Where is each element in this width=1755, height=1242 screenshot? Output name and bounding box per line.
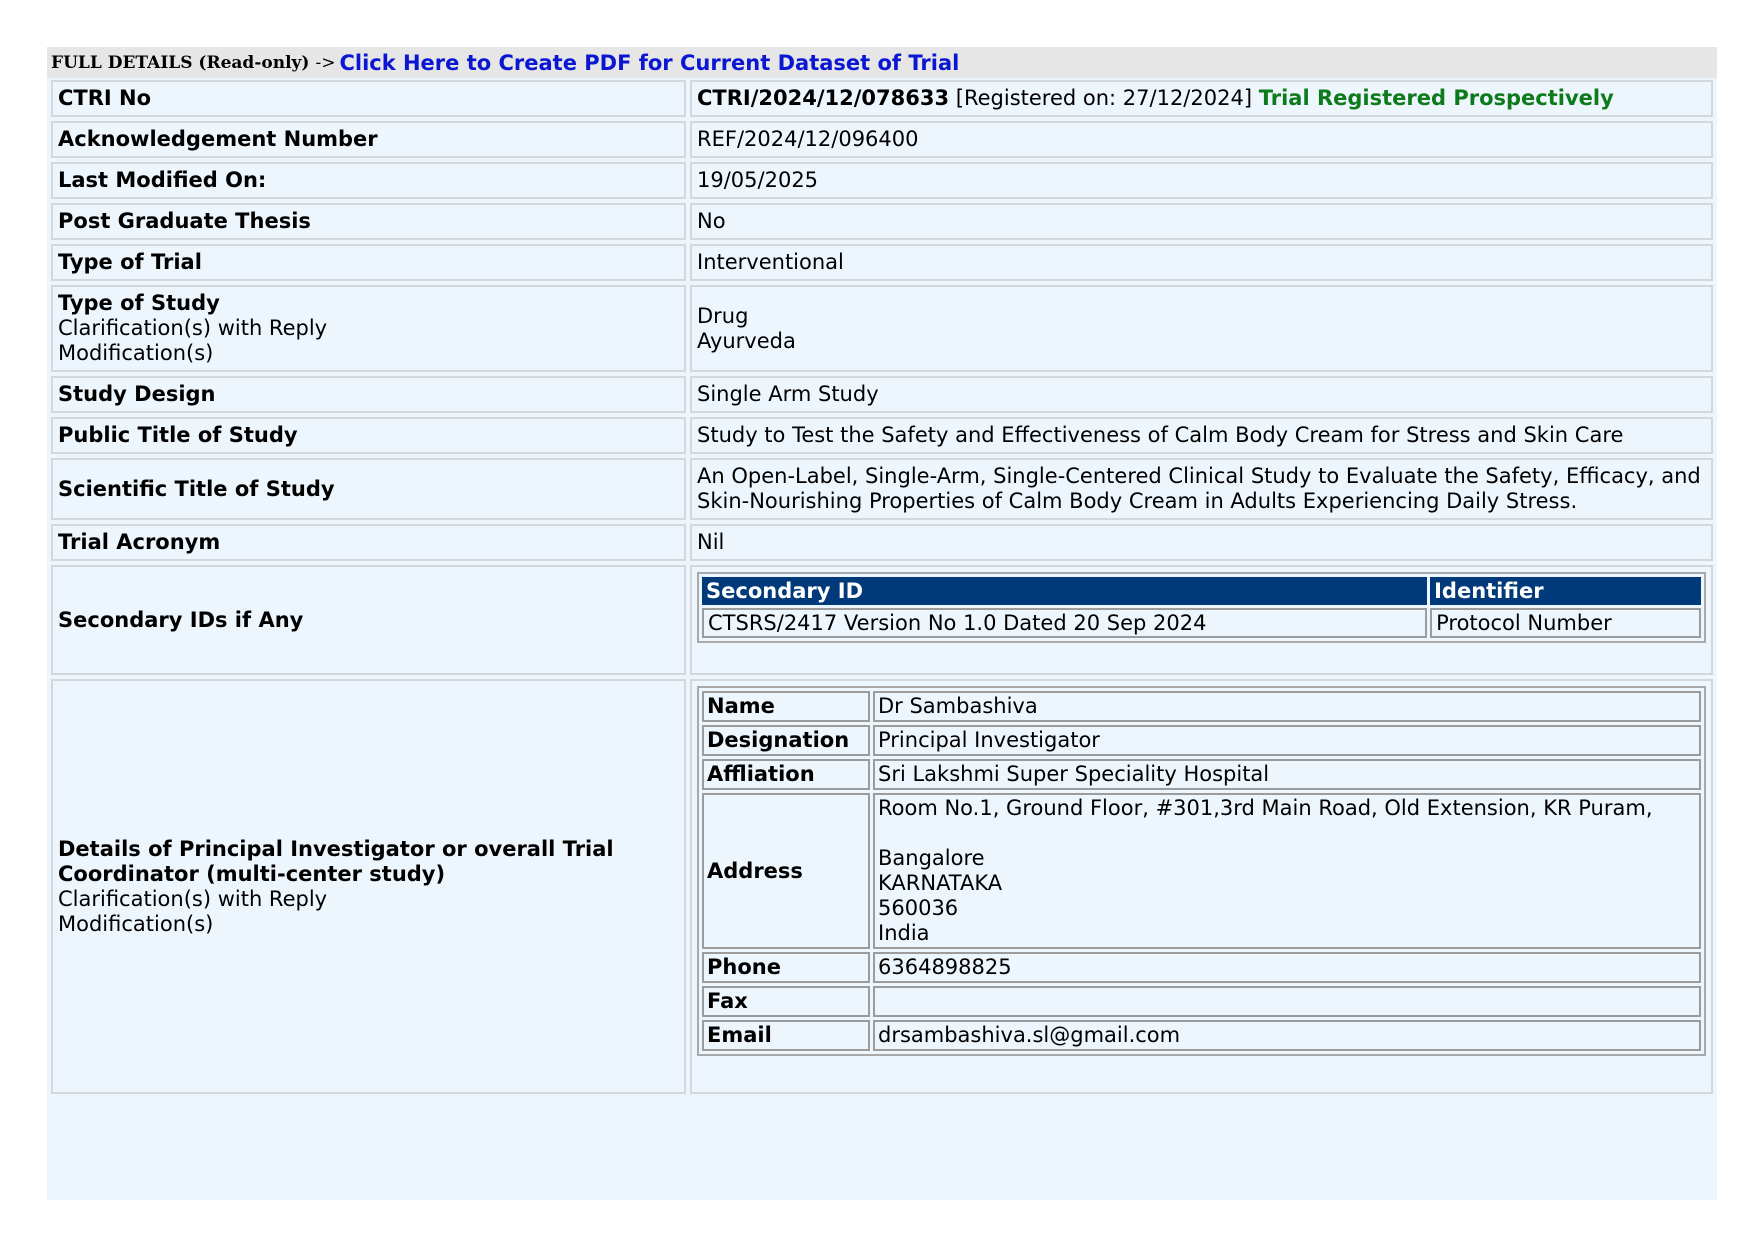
ack-number-value: REF/2024/12/096400 <box>690 121 1713 158</box>
public-title-value: Study to Test the Safety and Effectiveness of Calm Body Cream for Stress and Skin Care <box>690 417 1713 454</box>
table-row <box>51 417 1713 454</box>
ctri-no-value <box>690 80 1713 117</box>
header-bar <box>47 47 1717 78</box>
table-row <box>702 952 1701 983</box>
pi-designation-key: Designation <box>702 725 870 756</box>
pi-name-value: Dr Sambashiva <box>873 691 1701 722</box>
secondary-id-value: CTSRS/2417 Version No 1.0 Dated 20 Sep 2024 <box>702 608 1427 638</box>
pi-modification-link[interactable]: Modification(s) <box>58 911 214 936</box>
pi-label-line-2: Coordinator (multi-center study) <box>58 861 446 886</box>
ctri-no-label: CTRI No <box>51 80 686 117</box>
pi-address-key: Address <box>702 793 870 949</box>
table-row <box>51 458 1713 520</box>
identifier-value: Protocol Number <box>1430 608 1701 638</box>
pi-email-key: Email <box>702 1020 870 1051</box>
table-row <box>51 80 1713 117</box>
col-secondary-id: Secondary ID <box>702 577 1427 605</box>
pi-clarification-link[interactable]: Clarification(s) with Reply <box>58 886 328 911</box>
ack-number-label: Acknowledgement Number <box>51 121 686 158</box>
last-modified-value: 19/05/2025 <box>690 162 1713 199</box>
trial-details-panel <box>47 47 1717 1200</box>
registered-date: [Registered on: 27/12/2024] <box>955 86 1253 110</box>
pi-fax-value <box>873 986 1701 1017</box>
address-country: India <box>878 921 930 945</box>
pi-affiliation-key: Affliation <box>702 759 870 790</box>
table-row <box>51 376 1713 413</box>
trial-type-value: Interventional <box>690 244 1713 281</box>
table-row <box>51 524 1713 561</box>
pi-label-line-1: Details of Principal Investigator or overall Trial <box>58 836 614 861</box>
trial-acronym-label: Trial Acronym <box>51 524 686 561</box>
table-row <box>702 725 1701 756</box>
trial-type-label: Type of Trial <box>51 244 686 281</box>
arrow-label: -> <box>315 52 336 73</box>
table-row <box>51 121 1713 158</box>
table-header-row <box>702 577 1701 605</box>
address-pincode: 560036 <box>878 896 959 920</box>
pi-address-value <box>873 793 1701 949</box>
table-row <box>702 986 1701 1017</box>
secondary-ids-cell <box>690 565 1713 675</box>
address-state: KARNATAKA <box>878 871 1003 895</box>
pg-thesis-label: Post Graduate Thesis <box>51 203 686 240</box>
study-type-value-2: Ayurveda <box>697 328 796 353</box>
pi-phone-value: 6364898825 <box>873 952 1701 983</box>
create-pdf-link[interactable]: Click Here to Create PDF for Current Dataset of Trial <box>339 50 960 75</box>
clarification-link[interactable]: Clarification(s) with Reply <box>58 316 328 340</box>
details-table <box>47 76 1717 1098</box>
table-row <box>51 244 1713 281</box>
table-row <box>702 608 1701 638</box>
public-title-label: Public Title of Study <box>51 417 686 454</box>
study-type-value-cell <box>690 285 1713 372</box>
col-identifier: Identifier <box>1430 577 1701 605</box>
pi-designation-value: Principal Investigator <box>873 725 1701 756</box>
scientific-title-label: Scientific Title of Study <box>51 458 686 520</box>
table-row <box>702 691 1701 722</box>
table-row <box>51 565 1713 675</box>
table-row <box>702 1020 1701 1051</box>
secondary-ids-table <box>697 572 1706 643</box>
address-line-1: Room No.1, Ground Floor, #301,3rd Main Road, Old Extension, KR Puram, <box>878 796 1653 820</box>
trial-acronym-value: Nil <box>690 524 1713 561</box>
table-row <box>51 285 1713 372</box>
scientific-title-value: An Open-Label, Single-Arm, Single-Centered Clinical Study to Evaluate the Safety, Efficacy, and Skin-Nourishing Properties of Calm Body Cream in Adults Experiencing Daily Stress. <box>690 458 1713 520</box>
study-design-value: Single Arm Study <box>690 376 1713 413</box>
pi-details-table <box>697 686 1706 1056</box>
read-only-label: FULL DETAILS (Read-only) <box>51 52 310 73</box>
table-row <box>702 793 1701 949</box>
study-type-value-1: Drug <box>697 303 749 328</box>
table-row <box>51 203 1713 240</box>
registration-status: Trial Registered Prospectively <box>1258 86 1614 110</box>
table-row <box>51 162 1713 199</box>
pi-label-cell <box>51 679 686 1094</box>
pi-email-value: drsambashiva.sl@gmail.com <box>873 1020 1701 1051</box>
last-modified-label: Last Modified On: <box>51 162 686 199</box>
table-row <box>51 679 1713 1094</box>
address-blank-line <box>878 821 1696 846</box>
pg-thesis-value: No <box>690 203 1713 240</box>
pi-details-cell <box>690 679 1713 1094</box>
study-type-label: Type of Study <box>58 291 220 315</box>
pi-affiliation-value: Sri Lakshmi Super Speciality Hospital <box>873 759 1701 790</box>
pi-fax-key: Fax <box>702 986 870 1017</box>
modification-link[interactable]: Modification(s) <box>58 341 214 365</box>
secondary-ids-label: Secondary IDs if Any <box>51 565 686 675</box>
study-type-label-cell <box>51 285 686 372</box>
ctri-number: CTRI/2024/12/078633 <box>697 86 950 110</box>
address-city: Bangalore <box>878 846 985 870</box>
pi-phone-key: Phone <box>702 952 870 983</box>
pi-name-key: Name <box>702 691 870 722</box>
study-design-label: Study Design <box>51 376 686 413</box>
table-row <box>702 759 1701 790</box>
